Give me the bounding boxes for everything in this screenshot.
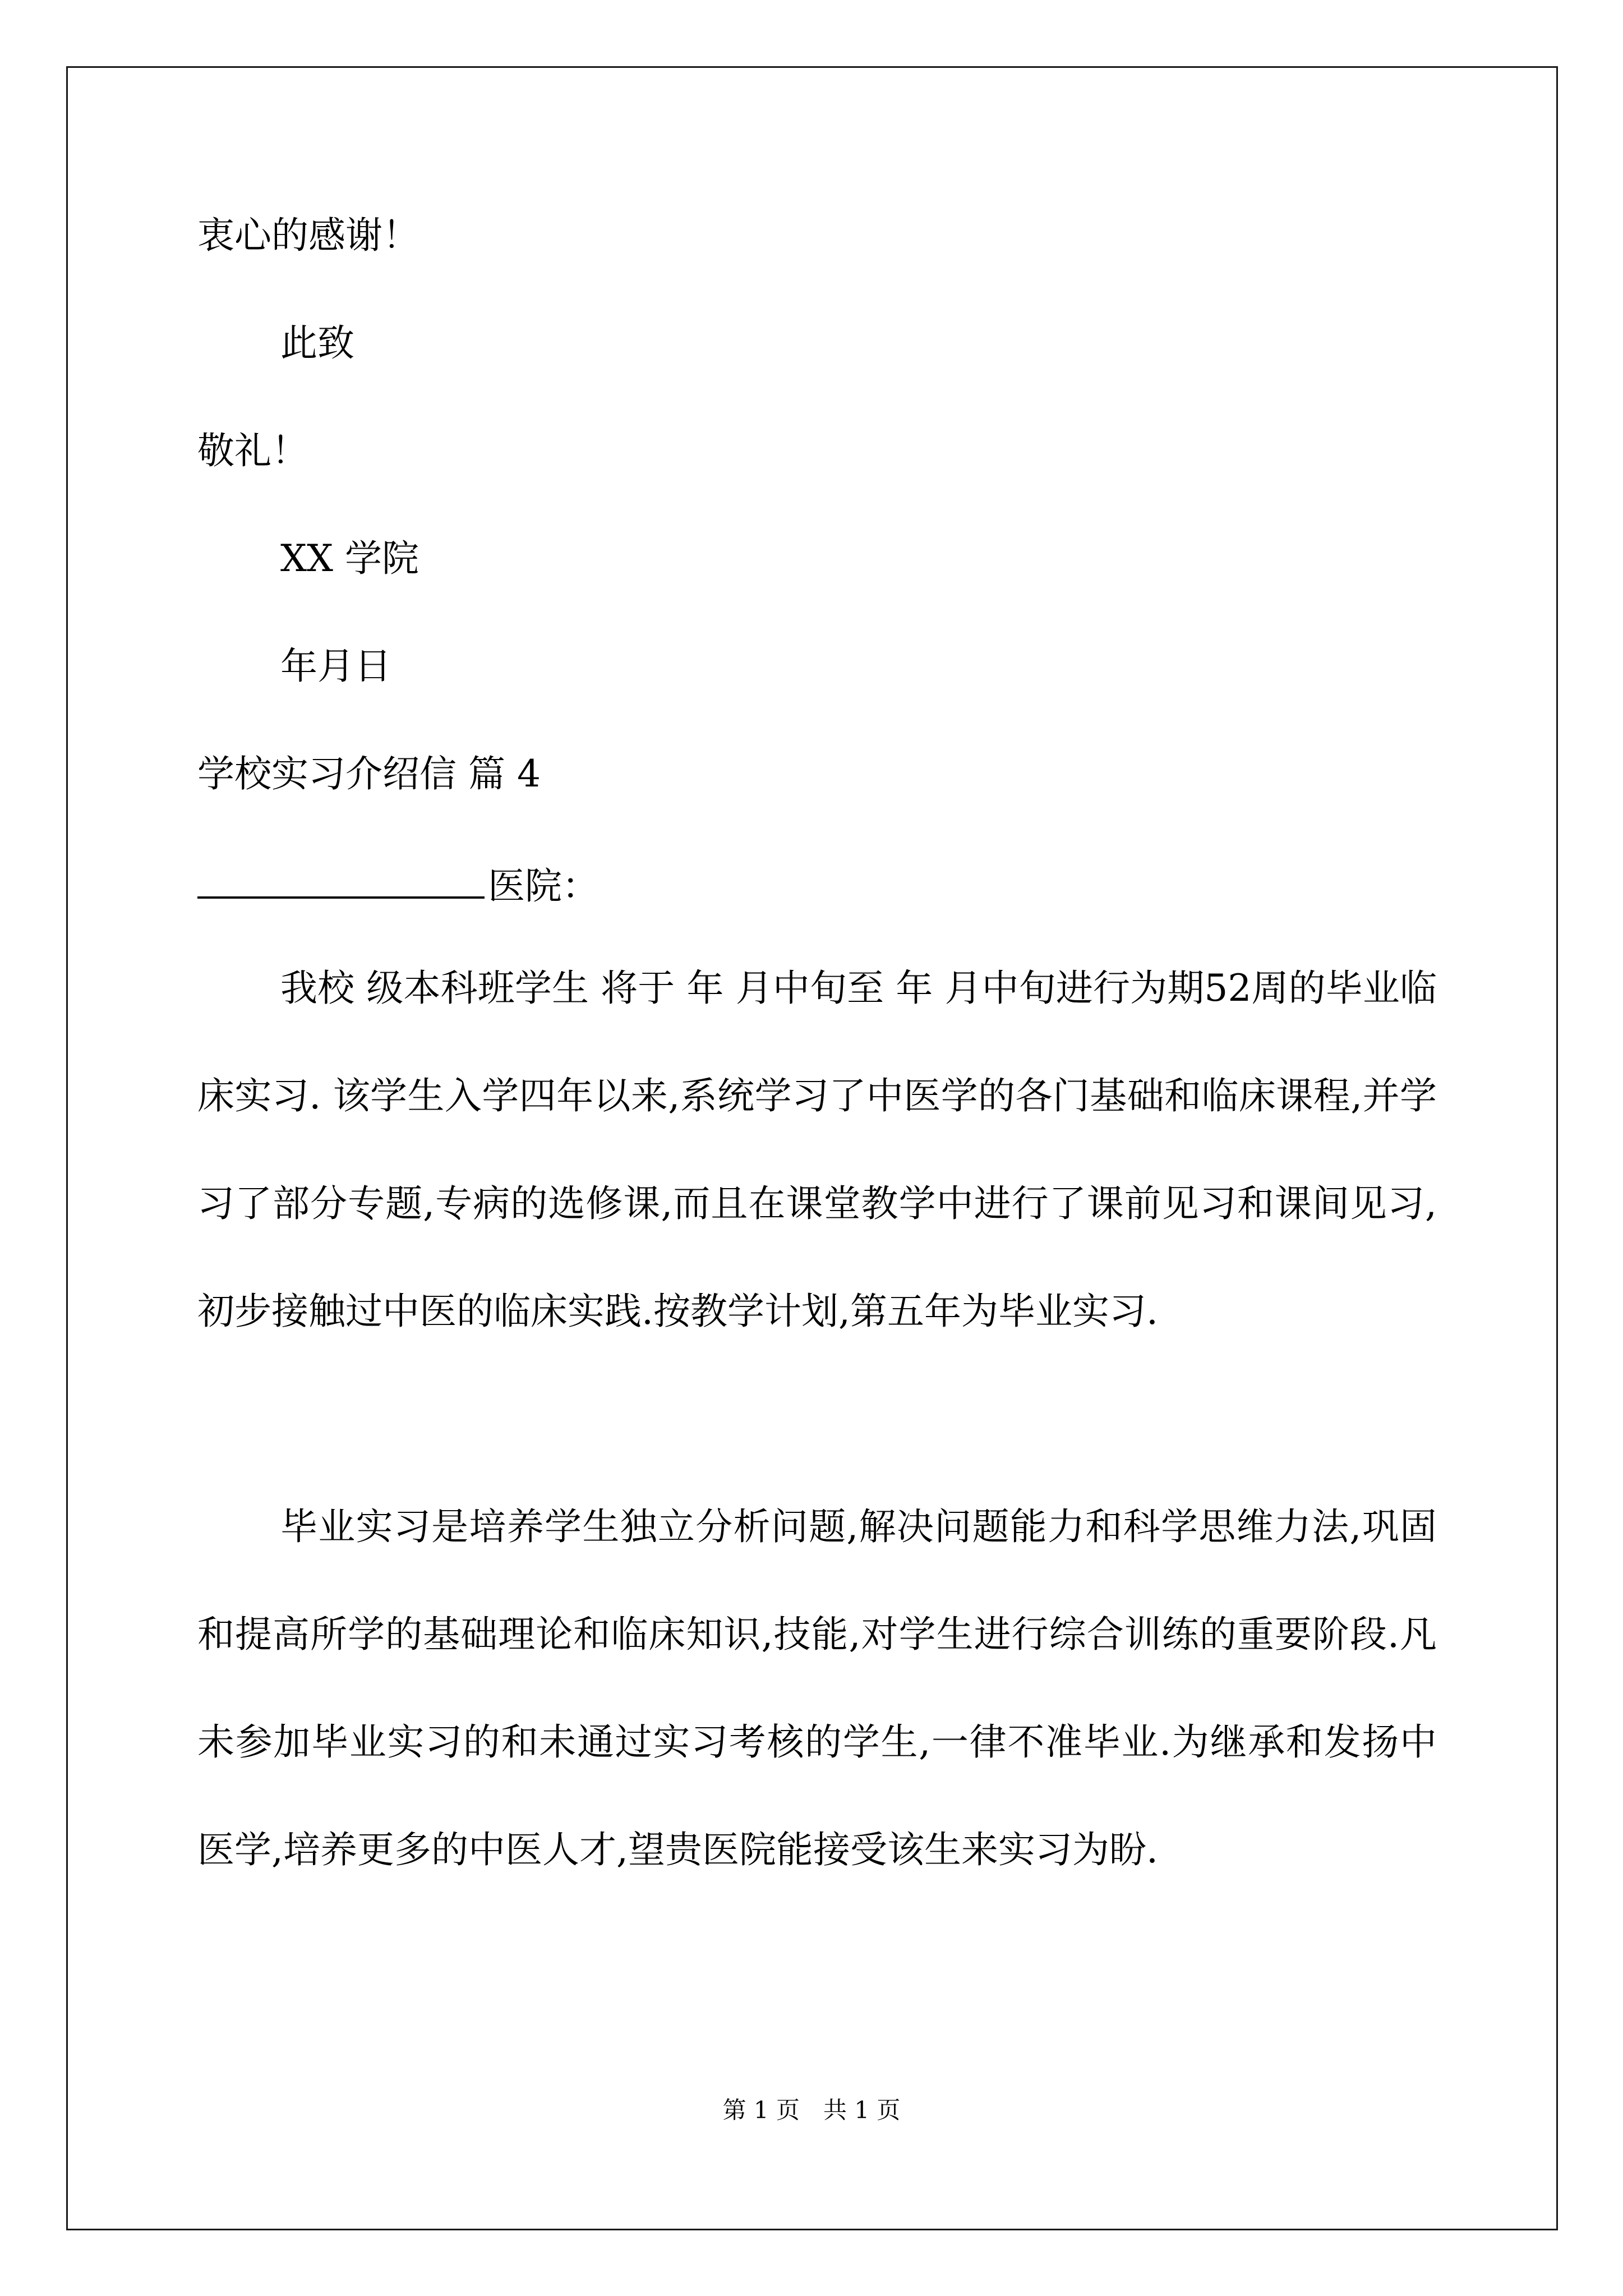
paragraph-2: 毕业实习是培养学生独立分析问题,解决问题能力和科学思维力法,巩固和提高所学的基础理论和临床知识,技能,对学生进行综合训练的重要阶段.凡未参加毕业实习的和未通过实习考核的学生,一律不准毕业.为继承和发扬中医学,培养更多的中医人才,望贵医院能接受该生来实习为盼. — [197, 1505, 1437, 1871]
recipient-suffix: 医院： — [488, 864, 599, 908]
recipient-blank — [197, 859, 485, 899]
salutation-jingli: 敬礼！ — [197, 429, 308, 472]
signature-date: 年月日 — [280, 645, 391, 688]
recipient-line — [197, 859, 599, 908]
closing-thanks: 衷心的感谢！ — [197, 214, 419, 257]
paragraph-1: 我校 级本科班学生 将于 年 月中旬至 年 月中旬进行为期52周的毕业临床实习. 该学生入学四年以来,系统学习了中医学的各门基础和临床课程,并学习了部分专题,专病的选修课,而且在课堂教学中进行了课前见习和课间见习,初步接触过中医的临床实践.按教学计划,第五年为毕业实习. — [197, 967, 1437, 1333]
salutation-cizhi: 此致 — [280, 321, 354, 365]
page-footer: 第 1 页 共 1 页 — [722, 2096, 901, 2124]
section-heading: 学校实习介绍信 篇 4 — [197, 752, 541, 795]
signature-school: XX 学院 — [280, 537, 419, 580]
